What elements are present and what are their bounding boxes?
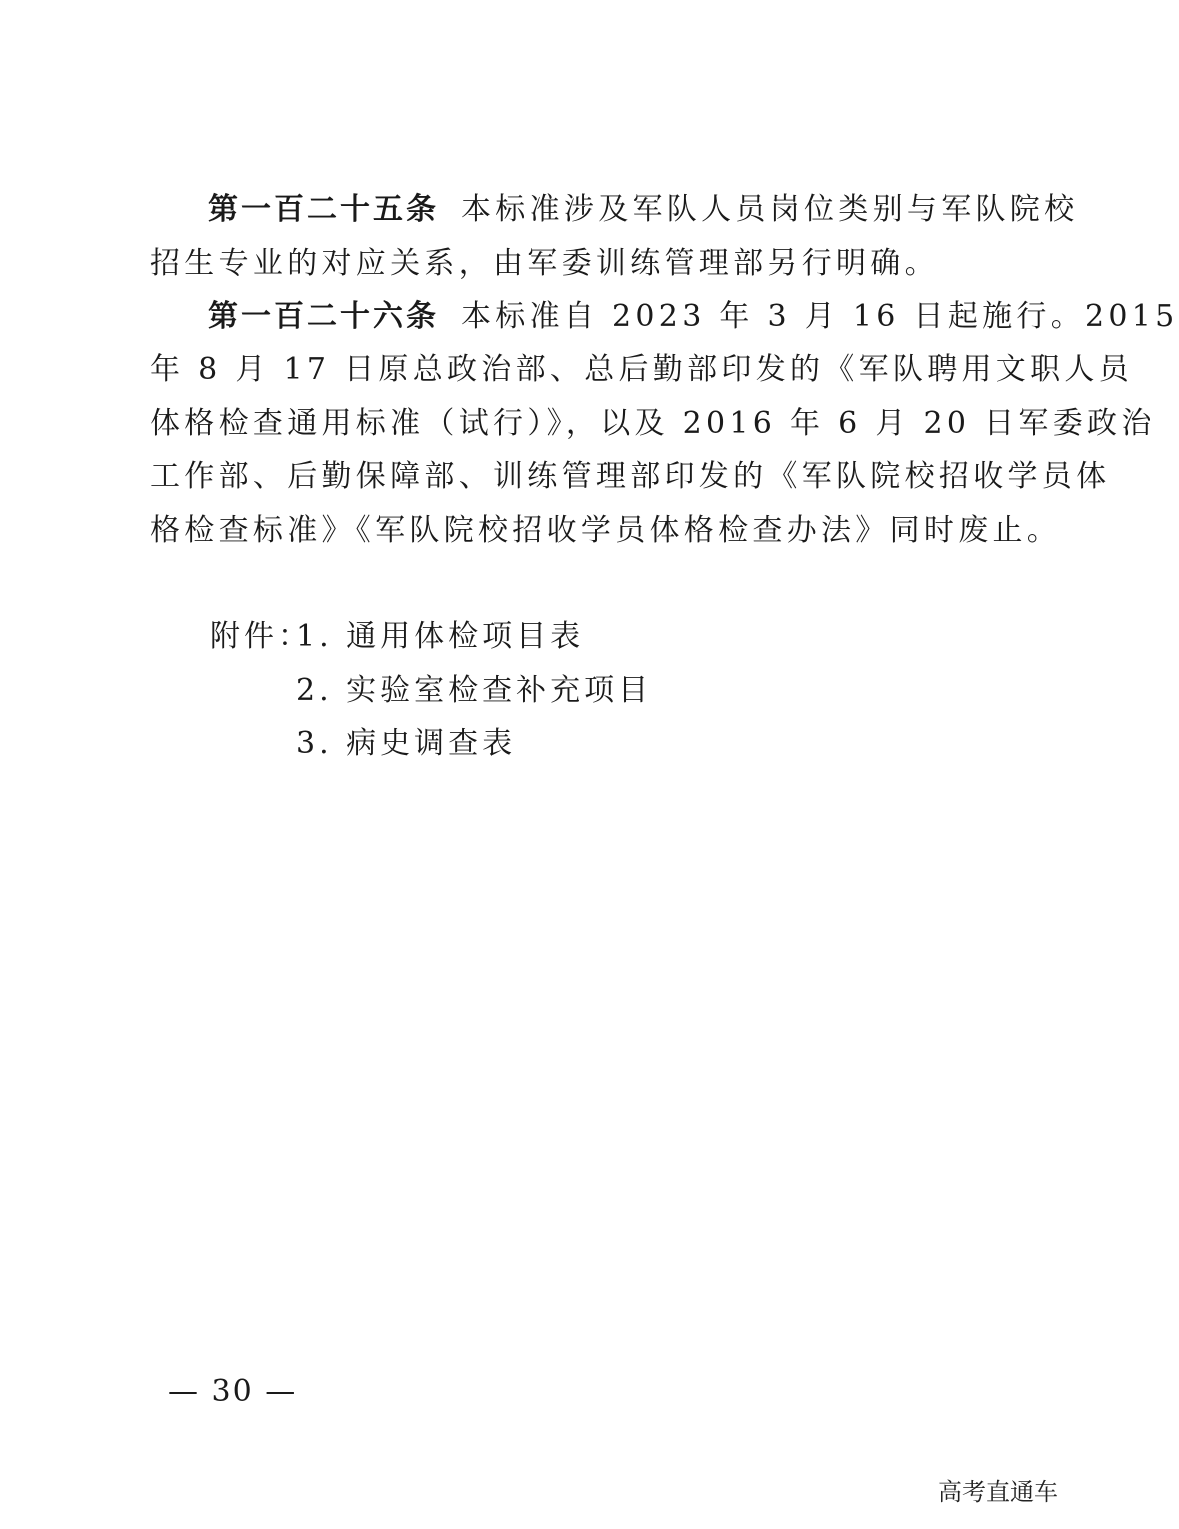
attachments-label: 附件：: [210, 619, 312, 654]
attachment-item-2: 2. 实验室检查补充项目: [296, 673, 653, 708]
article-126-first-line: [208, 297, 1179, 337]
article-126-text-line4: 工作部、后勤保障部、训练管理部印发的《军队院校招收学员体: [150, 459, 1111, 494]
article-126-heading: 第一百二十六条: [208, 299, 439, 334]
article-126-text-line3: 体格检查通用标准（试行）》，以及 2016 年 6 月 20 日军委政治: [150, 406, 1156, 441]
article-125-text-line1: 本标准涉及军队人员岗位类别与军队院校: [461, 192, 1079, 227]
page-number: — 30 —: [168, 1374, 298, 1409]
article-125-first-line: [208, 190, 1079, 230]
attachment-item-1: 1. 通用体检项目表: [296, 619, 585, 654]
article-126-text-line5: 格检查标准》《军队院校招收学员体格检查办法》同时废止。: [150, 513, 1062, 548]
article-126-text-line1: 本标准自 2023 年 3 月 16 日起施行。2015: [461, 299, 1179, 334]
article-126-text-line2: 年 8 月 17 日原总政治部、总后勤部印发的《军队聘用文职人员: [150, 352, 1134, 387]
source-watermark: 高考直通车: [938, 1478, 1058, 1506]
article-125-heading: 第一百二十五条: [208, 192, 439, 227]
article-125-text-line2: 招生专业的对应关系，由军委训练管理部另行明确。: [150, 246, 939, 281]
attachment-item-3: 3. 病史调查表: [296, 726, 517, 761]
